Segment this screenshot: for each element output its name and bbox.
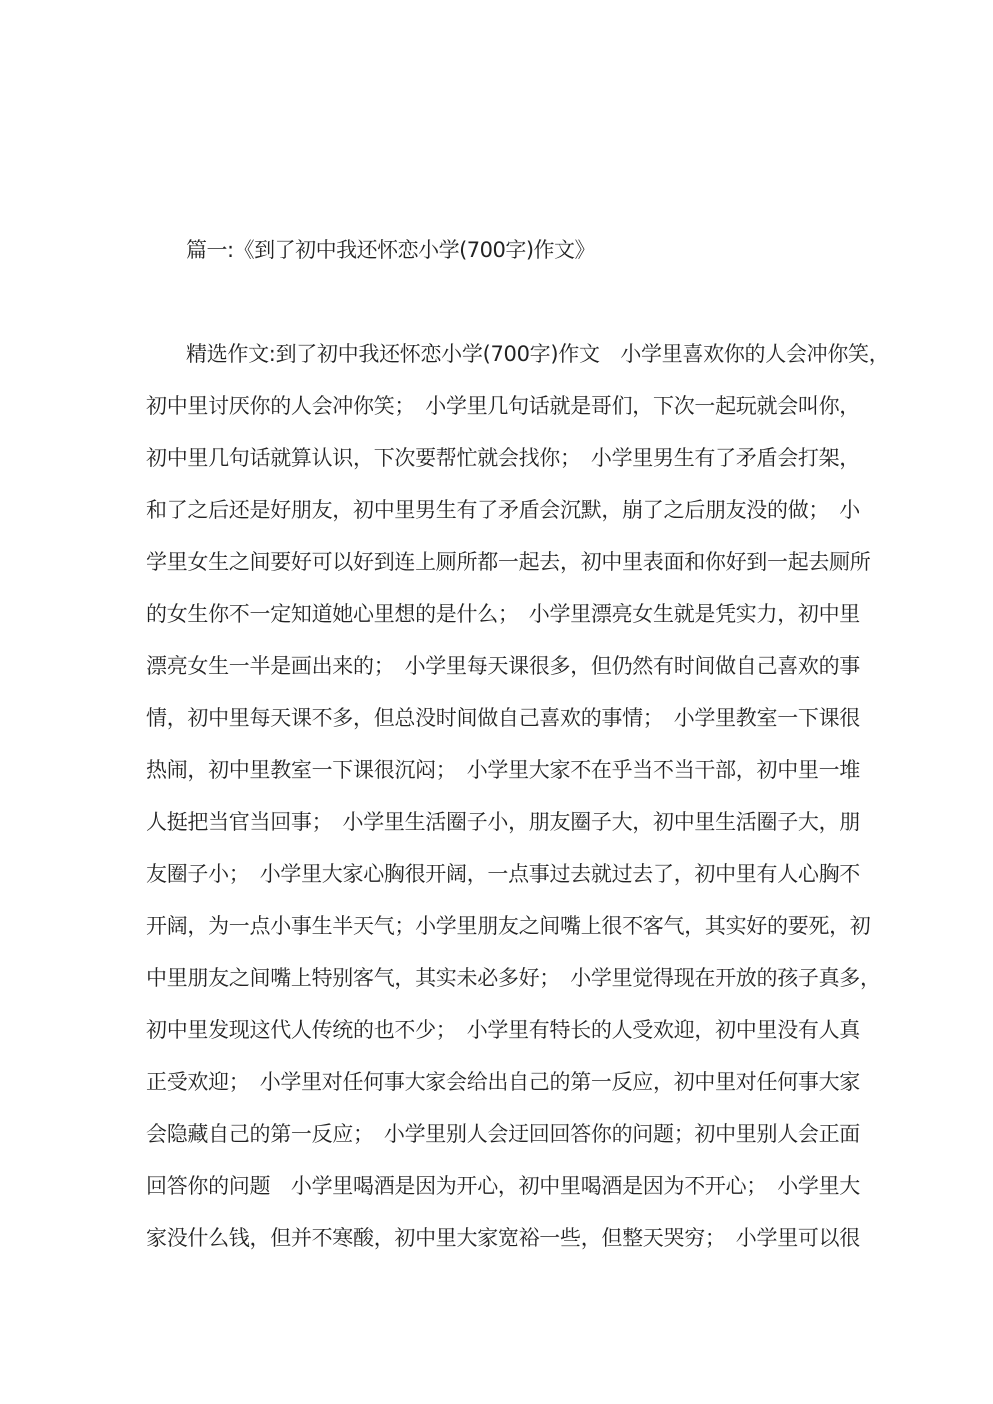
body-line: 家没什么钱，但并不寒酸，初中里大家宽裕一些，但整天哭穷； 小学里可以很	[146, 1226, 860, 1250]
body-line: 和了之后还是好朋友，初中里男生有了矛盾会沉默，崩了之后朋友没的做； 小	[146, 498, 860, 522]
body-line: 会隐藏自己的第一反应； 小学里别人会迂回回答你的问题；初中里别人会正面	[146, 1122, 860, 1146]
body-line: 漂亮女生一半是画出来的； 小学里每天课很多，但仍然有时间做自己喜欢的事	[146, 654, 860, 678]
body-line: 友圈子小； 小学里大家心胸很开阔，一点事过去就过去了，初中里有人心胸不	[146, 862, 860, 886]
document-body	[146, 336, 890, 1272]
body-line: 正受欢迎； 小学里对任何事大家会给出自己的第一反应，初中里对任何事大家	[146, 1070, 860, 1094]
document-title: 篇一:《到了初中我还怀恋小学(700字)作文》	[186, 238, 596, 262]
body-line: 初中里发现这代人传统的也不少； 小学里有特长的人受欢迎，初中里没有人真	[146, 1018, 860, 1042]
body-line: 中里朋友之间嘴上特别客气，其实未必多好； 小学里觉得现在开放的孩子真多，	[146, 966, 881, 990]
body-line: 学里女生之间要好可以好到连上厕所都一起去，初中里表面和你好到一起去厕所	[146, 550, 871, 574]
body-line: 开阔，为一点小事生半天气；小学里朋友之间嘴上很不客气，其实好的要死，初	[146, 914, 871, 938]
body-line: 热闹，初中里教室一下课很沉闷； 小学里大家不在乎当不当干部，初中里一堆	[146, 758, 860, 782]
body-line: 的女生你不一定知道她心里想的是什么； 小学里漂亮女生就是凭实力，初中里	[146, 602, 860, 626]
body-line: 初中里几句话就算认识，下次要帮忙就会找你； 小学里男生有了矛盾会打架，	[146, 446, 860, 470]
body-line: 初中里讨厌你的人会冲你笑； 小学里几句话就是哥们，下次一起玩就会叫你，	[146, 394, 860, 418]
body-line: 精选作文:到了初中我还怀恋小学(700字)作文 小学里喜欢你的人会冲你笑，	[186, 342, 890, 366]
body-line: 回答你的问题 小学里喝酒是因为开心，初中里喝酒是因为不开心； 小学里大	[146, 1174, 860, 1198]
body-line: 人挺把当官当回事； 小学里生活圈子小，朋友圈子大，初中里生活圈子大，朋	[146, 810, 860, 834]
body-line: 情，初中里每天课不多，但总没时间做自己喜欢的事情； 小学里教室一下课很	[146, 706, 860, 730]
